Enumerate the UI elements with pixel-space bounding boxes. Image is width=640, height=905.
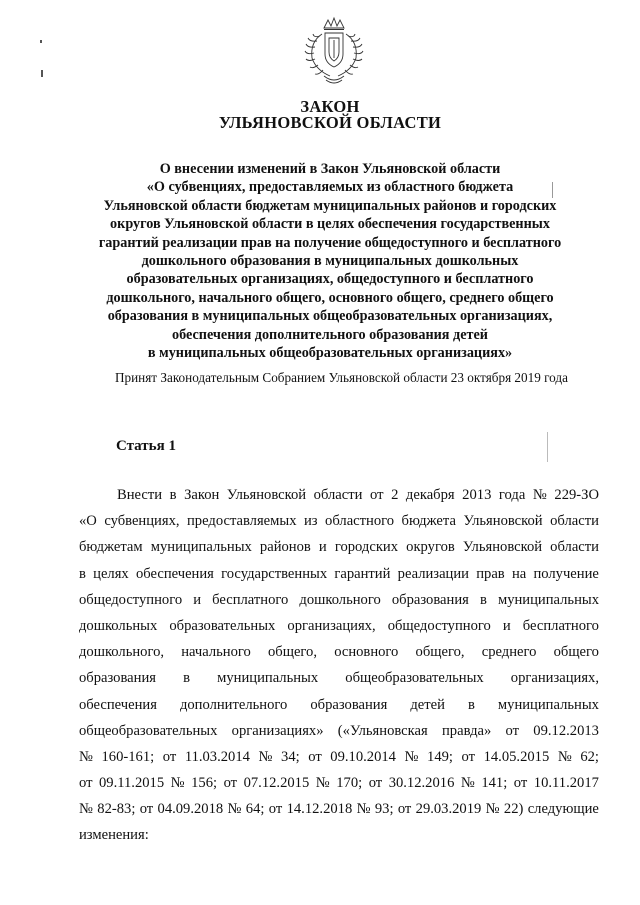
body-word: образования — [79, 670, 156, 687]
body-word: субвенциях, — [104, 513, 180, 530]
body-line — [79, 561, 599, 587]
coat-of-arms-icon — [298, 14, 370, 88]
body-word: 09.11.2015 — [99, 775, 165, 792]
body-word: № — [227, 801, 242, 818]
body-word: 04.09.2018 — [157, 801, 224, 818]
body-word: правда» — [441, 722, 492, 739]
body-word: от — [505, 722, 520, 739]
body-word: муниципальных — [497, 696, 599, 713]
body-word: № — [557, 748, 572, 765]
body-word: образования — [391, 591, 469, 608]
body-word: организациях» — [231, 722, 324, 739]
body-word: декабря — [405, 487, 455, 503]
body-word: муниципальных — [217, 670, 319, 687]
scan-artifact — [552, 182, 553, 198]
body-word: от — [368, 775, 383, 792]
subject-line: дошкольного образования в муниципальных дошкольных — [141, 253, 519, 270]
body-word: 14.12.2018 — [286, 801, 353, 818]
body-word: 160-161; — [101, 748, 155, 765]
body-word: в — [79, 565, 86, 582]
body-word: Закон — [184, 487, 220, 503]
body-line — [79, 534, 599, 560]
body-word: и — [193, 591, 202, 608]
body-word: обеспечения — [79, 696, 157, 713]
law-subject — [70, 160, 590, 362]
body-word: обеспечения — [135, 565, 214, 582]
body-word: 82-83; — [97, 801, 136, 818]
body-word: муниципальных — [497, 591, 599, 608]
body-word: 07.12.2015 — [243, 775, 310, 792]
body-word: прав — [476, 565, 505, 582]
body-word: общеобразовательных — [345, 670, 484, 687]
body-line — [79, 770, 599, 796]
body-word: районов — [259, 539, 311, 556]
body-word: и — [318, 539, 327, 556]
body-word: в — [467, 696, 475, 713]
subject-line: «О субвенциях, предоставляемых из областного бюджета — [146, 179, 514, 196]
body-word: образовательных — [169, 617, 276, 634]
law-region: УЛЬЯНОВСКОЙ ОБЛАСТИ — [218, 113, 442, 132]
body-word: от — [397, 801, 412, 818]
body-line — [79, 692, 599, 718]
body-word: № — [532, 487, 547, 503]
body-word: 2013 — [462, 487, 492, 503]
subject-line: округов Ульяновской области в целях обеспечения государственных — [110, 216, 550, 233]
body-word: 11.03.2014 — [184, 748, 250, 765]
body-word: 229-ЗО — [554, 487, 599, 503]
body-word: организациях, — [287, 617, 376, 634]
body-word: государственных — [221, 565, 328, 582]
body-word: начального — [181, 644, 251, 661]
body-word: № — [79, 801, 93, 818]
body-word: 93; — [374, 801, 394, 818]
body-word: Внести — [117, 487, 163, 503]
body-word: получение — [533, 565, 599, 582]
body-word: 149; — [427, 748, 453, 765]
body-word: Ульяновской — [462, 539, 543, 556]
body-word: № — [170, 775, 185, 792]
scan-artifact — [40, 40, 42, 43]
body-word: «О — [79, 513, 97, 530]
body-word: и — [502, 617, 511, 634]
body-word: («Ульяновская — [337, 722, 428, 739]
body-word: от — [513, 775, 528, 792]
body-word: общедоступного — [387, 617, 491, 634]
body-word: от — [461, 748, 476, 765]
body-word: 156; — [191, 775, 218, 792]
body-word: от — [370, 487, 384, 503]
scan-artifact — [41, 70, 43, 77]
body-word: дошкольного, — [79, 644, 165, 661]
body-word: целях — [93, 565, 129, 582]
body-word: № — [315, 775, 330, 792]
body-word: организациях, — [510, 670, 599, 687]
body-word: округов — [406, 539, 455, 556]
body-word: области — [313, 487, 363, 503]
adoption-note: Принят Законодательным Собранием Ульяновской области 23 октября 2019 года — [115, 370, 568, 385]
body-line — [79, 744, 599, 770]
body-word: № — [79, 748, 93, 765]
body-line — [79, 508, 599, 534]
subject-line: Ульяновской области бюджетам муниципальных районов и городских — [103, 197, 557, 214]
body-line — [79, 639, 599, 665]
body-word: общедоступного — [79, 591, 183, 608]
subject-line: дошкольного, начального общего, основного общего, среднего общего — [106, 289, 554, 306]
body-word: из — [303, 513, 318, 530]
subject-line: обеспечения дополнительного образования детей — [172, 326, 488, 343]
body-word: 34; — [281, 748, 300, 765]
body-word: общеобразовательных — [79, 722, 218, 739]
subject-line: образования в муниципальных общеобразовательных организациях, — [107, 308, 553, 325]
body-word: следующие — [527, 801, 599, 818]
body-word: от — [308, 748, 322, 765]
subject-line: образовательных организациях, общедоступного и бесплатного — [126, 271, 534, 288]
body-word: области — [550, 513, 599, 530]
article-body — [79, 482, 599, 849]
body-line — [79, 587, 599, 613]
article-heading: Статья 1 — [116, 438, 176, 454]
body-word: от — [223, 775, 238, 792]
body-word: областного — [325, 513, 395, 530]
body-word: 09.12.2013 — [533, 722, 599, 739]
body-word: № — [258, 748, 273, 765]
body-word: от — [268, 801, 283, 818]
body-word: 64; — [245, 801, 265, 818]
body-line — [79, 482, 599, 508]
body-word: городских — [334, 539, 399, 556]
subject-line: в муниципальных общеобразовательных организациях» — [147, 345, 513, 362]
body-word: дошкольных — [79, 617, 158, 634]
body-word: на — [511, 565, 527, 582]
body-word: № — [485, 801, 500, 818]
body-word: 170; — [336, 775, 363, 792]
body-word: бесплатного — [212, 591, 289, 608]
body-word: 14.05.2015 — [483, 748, 550, 765]
body-word: 09.10.2014 — [330, 748, 396, 765]
body-word: дополнительного — [179, 696, 288, 713]
body-word: общего, — [415, 644, 465, 661]
body-word: в — [169, 487, 177, 503]
body-word: от — [162, 748, 177, 765]
body-line — [79, 665, 599, 691]
body-word: 62; — [580, 748, 599, 765]
body-word: в — [183, 670, 190, 687]
body-word: от — [79, 775, 93, 792]
body-word: бесплатного — [522, 617, 599, 634]
body-word: предоставляемых — [187, 513, 297, 530]
body-word: общего, — [268, 644, 318, 661]
scan-artifact — [547, 432, 548, 462]
body-word: детей — [410, 696, 445, 713]
body-word: основного — [334, 644, 399, 661]
body-word: муниципальных — [150, 539, 252, 556]
body-word: № — [356, 801, 371, 818]
body-word: бюджета — [401, 513, 456, 530]
body-word: гарантий — [334, 565, 391, 582]
body-word: от — [139, 801, 154, 818]
body-word: реализации — [397, 565, 469, 582]
body-word: № — [404, 748, 419, 765]
body-word: области — [550, 539, 599, 556]
body-word: 22) — [503, 801, 524, 818]
body-line — [79, 613, 599, 639]
body-word: дошкольного — [299, 591, 381, 608]
body-word: образования — [310, 696, 388, 713]
body-word: 2 — [391, 487, 399, 503]
body-word: Ульяновской — [226, 487, 307, 503]
body-word: Ульяновской — [463, 513, 543, 530]
body-word: года — [498, 487, 526, 503]
body-line — [79, 796, 599, 822]
body-line — [79, 718, 599, 744]
body-word: 10.11.2017 — [533, 775, 599, 792]
body-word: среднего — [481, 644, 537, 661]
law-title: ЗАКОН — [300, 97, 360, 116]
subject-line: гарантий реализации прав на получение общедоступного и бесплатного — [98, 234, 562, 251]
body-line: изменения: — [79, 827, 149, 844]
body-word: 29.03.2019 — [415, 801, 482, 818]
body-word: 141; — [481, 775, 508, 792]
body-word: в — [479, 591, 487, 608]
body-word: бюджетам — [79, 539, 143, 556]
body-word: № — [460, 775, 475, 792]
body-word: 30.12.2016 — [388, 775, 455, 792]
body-word: общего — [553, 644, 599, 661]
subject-line: О внесении изменений в Закон Ульяновской области — [159, 161, 501, 177]
